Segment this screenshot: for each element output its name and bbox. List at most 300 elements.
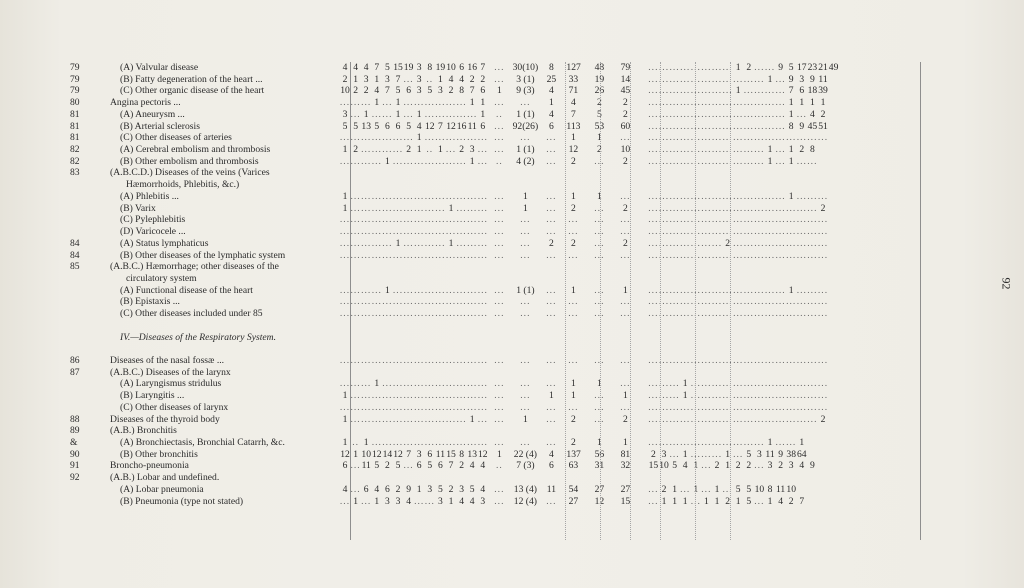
cell-value: ... (658, 108, 670, 120)
cell-value: ... (669, 62, 680, 73)
cell-value: 2 (395, 483, 401, 495)
cell-value: ... (456, 390, 467, 402)
cell-value: ... (456, 190, 467, 202)
cell-value: ... (520, 226, 531, 238)
cell-value: ... (424, 155, 435, 167)
cell-value: 21 (818, 62, 828, 73)
row-label: (A.B.) Lobar and undefined. (110, 472, 220, 484)
cell-value: ... (594, 237, 605, 249)
table-row (70, 121, 970, 133)
cell-value: ... (711, 378, 723, 390)
cell-value: ... (701, 284, 712, 296)
cell-value: ... (690, 108, 701, 120)
cell-value: 1 (596, 190, 602, 202)
cell-value: 2 (622, 155, 628, 167)
cell-value: 6 (799, 85, 805, 97)
cell-value: ... (796, 401, 807, 413)
cell-value: ... (690, 132, 701, 144)
cell-value: 12 (568, 144, 579, 156)
cell-value: ... (786, 390, 797, 402)
cell-value: ... (690, 437, 701, 449)
cell-value: ... (701, 413, 712, 425)
cell-value: ... (711, 73, 723, 85)
cell-value: ... (817, 226, 829, 238)
cell-value: ... (786, 437, 797, 449)
cell-value: ... (754, 120, 765, 132)
cell-value: ... (403, 401, 414, 413)
cell-value: ... (494, 202, 505, 214)
cell-value: ... (445, 249, 457, 261)
row-code: 87 (70, 366, 80, 378)
cell-value: 1 (353, 73, 358, 85)
cell-value: 4 (809, 108, 815, 120)
cell-value: ... (339, 97, 351, 109)
cell-value: 1 (395, 237, 401, 249)
row-label: (B) Arterial sclerosis (120, 120, 200, 132)
cell-value: 1 (448, 202, 454, 214)
cell-value: ... (669, 413, 680, 425)
cell-value: 2 (714, 460, 720, 472)
cell-value: ... (733, 249, 744, 261)
row-label: Diseases of the nasal fossæ ... (110, 355, 225, 366)
cell-value: 3 (437, 495, 443, 507)
cell-value: ... (733, 413, 744, 425)
cell-value: ... (711, 249, 723, 261)
cell-value: ... (733, 144, 744, 156)
table-row (70, 378, 970, 390)
cell-value: ... (424, 190, 435, 202)
cell-value: 1 (725, 460, 730, 472)
column-rule (630, 62, 631, 540)
cell-value: ... (403, 249, 414, 261)
cell-value: 19 (594, 73, 605, 85)
cell-value: ... (711, 202, 723, 214)
cell-value: ... (817, 249, 829, 261)
cell-value: ... (403, 108, 414, 120)
cell-value: ... (546, 355, 557, 366)
cell-value: ... (711, 62, 723, 73)
cell-value: ... (371, 437, 382, 449)
cell-value: ... (361, 401, 372, 413)
cell-value: ... (658, 308, 670, 320)
cell-value: 1 (1) (516, 284, 535, 296)
cell-value: 2 (459, 144, 464, 156)
cell-value: ... (807, 132, 818, 144)
cell-value: ... (339, 249, 351, 261)
cell-value: ... (456, 401, 467, 413)
cell-value: ... (680, 144, 691, 156)
table-row (70, 109, 970, 121)
cell-value: ... (648, 249, 659, 261)
cell-value: ... (722, 296, 733, 308)
cell-value: ... (775, 226, 786, 238)
cell-value: 4 (459, 495, 464, 507)
cell-value: ... (371, 202, 382, 214)
cell-value: ... (754, 308, 765, 320)
table-row (70, 496, 970, 508)
cell-value: ... (424, 237, 435, 249)
row-code: 82 (70, 144, 80, 156)
cell-value: 5 (342, 120, 348, 132)
cell-value: 1 (384, 155, 390, 167)
cell-value: 1 (672, 483, 677, 495)
cell-value: ... (494, 73, 505, 85)
cell-value: ... (775, 308, 786, 320)
cell-value: 4 (778, 495, 783, 507)
cell-value: ... (764, 120, 776, 132)
cell-value: 38 (786, 448, 796, 460)
cell-value: 1 (596, 132, 602, 144)
cell-value: ... (775, 249, 786, 261)
cell-value: ... (494, 413, 505, 425)
cell-value: ... (796, 214, 807, 226)
cell-value: ... (520, 437, 531, 449)
cell-value: ... (701, 226, 712, 238)
cell-value: ... (743, 390, 754, 402)
cell-value: ... (392, 155, 404, 167)
cell-value: ... (817, 401, 829, 413)
cell-value: ... (701, 390, 712, 402)
cell-value: 113 (566, 120, 581, 132)
cell-value: ... (414, 378, 425, 390)
cell-value: ... (775, 214, 786, 226)
cell-value: ... (414, 226, 425, 238)
cell-value: ... (445, 144, 457, 156)
cell-value: ... (701, 73, 712, 85)
cell-value: ... (722, 190, 733, 202)
cell-value: 6 (406, 85, 411, 97)
cell-value: 3 (416, 62, 422, 73)
cell-value: ... (690, 296, 701, 308)
cell-value: 5 (788, 62, 794, 73)
cell-value: ... (620, 378, 631, 390)
cell-value: ... (754, 155, 765, 167)
cell-value: ... (680, 249, 691, 261)
cell-value: 4 (363, 62, 369, 73)
cell-value: ... (722, 85, 733, 97)
cell-value: ... (361, 390, 372, 402)
cell-value: ... (796, 284, 807, 296)
cell-value: ... (690, 284, 701, 296)
cell-value: 1 (682, 378, 688, 390)
cell-value: 39 (818, 85, 828, 97)
cell-value: ... (339, 308, 351, 320)
cell-value: 5 (374, 460, 380, 472)
cell-value: ... (424, 214, 435, 226)
cell-value: ... (669, 390, 680, 402)
cell-value: 1 (820, 97, 826, 109)
cell-value: ... (568, 296, 579, 308)
cell-value: ... (467, 378, 478, 390)
cell-value: ... (424, 97, 435, 109)
cell-value: ... (520, 296, 531, 308)
cell-value: ... (371, 226, 382, 238)
cell-value: 2 (778, 460, 783, 472)
cell-value: ... (743, 284, 754, 296)
cell-value: 2 (788, 495, 794, 507)
cell-value: 12 (425, 120, 435, 132)
cell-value: ... (690, 226, 701, 238)
cell-value: 4 (469, 495, 475, 507)
cell-value: 6 (427, 448, 433, 460)
cell-value: ... (568, 249, 579, 261)
cell-value: ... (403, 437, 414, 449)
cell-value: ... (669, 226, 680, 238)
cell-value: 1 (374, 378, 380, 390)
cell-value: 4 (682, 460, 688, 472)
cell-value: ... (775, 413, 786, 425)
row-label: (A) Status lymphaticus (120, 237, 209, 249)
cell-value: ... (494, 144, 505, 156)
cell-value: ... (817, 308, 829, 320)
cell-value: ... (669, 401, 680, 413)
cell-value: 1 (342, 144, 348, 156)
cell-value: ... (733, 155, 744, 167)
cell-value: 4 (548, 108, 554, 120)
cell-value: 1 (735, 85, 741, 97)
cell-value: 1 (570, 132, 576, 144)
table-row (70, 191, 970, 203)
cell-value: ... (775, 437, 786, 449)
cell-value: ... (414, 97, 425, 109)
cell-value: ... (477, 355, 488, 366)
cell-value: ... (435, 237, 446, 249)
row-label: (A) Cerebral embolism and thrombosis (120, 144, 271, 156)
row-code: 89 (70, 425, 80, 437)
cell-value: ... (594, 226, 605, 238)
cell-value: 11 (765, 448, 775, 460)
cell-value: 2 (406, 144, 411, 156)
cell-value: 11 (818, 73, 828, 85)
cell-value: ... (680, 202, 691, 214)
cell-value: 3 (756, 448, 762, 460)
cell-value: ... (361, 202, 372, 214)
cell-value: ... (435, 202, 446, 214)
cell-value: 2 (459, 460, 464, 472)
cell-value: 3 (480, 495, 486, 507)
cell-value: 1 (522, 202, 528, 214)
cell-value: ... (361, 308, 372, 320)
cell-value: 1 (767, 495, 773, 507)
cell-value: ... (361, 413, 372, 425)
cell-value: ... (620, 296, 631, 308)
cell-value: ... (339, 226, 351, 238)
cell-value: ... (403, 296, 414, 308)
cell-value: 1 (703, 495, 709, 507)
cell-value: ... (339, 495, 351, 507)
table-row (70, 156, 970, 168)
cell-value: ... (350, 483, 361, 495)
cell-value: ... (690, 495, 701, 507)
cell-value: ... (658, 249, 670, 261)
cell-value: ... (680, 190, 691, 202)
cell-value: ... (594, 249, 605, 261)
cell-value: ... (690, 214, 701, 226)
table-row (70, 343, 970, 355)
cell-value: ... (722, 155, 733, 167)
cell-value: ... (743, 85, 754, 97)
cell-value: ... (764, 190, 776, 202)
cell-value: ... (350, 237, 361, 249)
cell-value: ... (594, 401, 605, 413)
cell-value: ... (722, 355, 733, 366)
cell-value: ... (594, 308, 605, 320)
cell-value: ... (494, 296, 505, 308)
cell-value: ... (669, 296, 680, 308)
cell-value: ... (669, 249, 680, 261)
cell-value: ... (382, 401, 393, 413)
row-label: Broncho-pneumonia (110, 460, 189, 472)
cell-value: 11 (546, 483, 557, 495)
cell-value: 4 (406, 495, 411, 507)
cell-value: ... (690, 249, 701, 261)
cell-value: ... (817, 132, 829, 144)
cell-value: ... (361, 190, 372, 202)
cell-value: ... (701, 355, 712, 366)
cell-value: 2 (735, 460, 741, 472)
cell-value: ... (546, 495, 557, 507)
cell-value: ... (722, 73, 733, 85)
cell-value: ... (680, 73, 691, 85)
cell-value: 23 (807, 62, 818, 73)
cell-value: ... (817, 284, 829, 296)
cell-value: ... (733, 73, 744, 85)
cell-value: ... (701, 214, 712, 226)
cell-value: ... (690, 378, 701, 390)
cell-value: ... (690, 97, 701, 109)
cell-value: 3 (384, 73, 390, 85)
cell-value: ... (494, 437, 505, 449)
cell-value: 1 (714, 483, 720, 495)
cell-value: ... (445, 226, 457, 238)
cell-value: ... (445, 190, 457, 202)
cell-value: ... (733, 190, 744, 202)
cell-value: ... (382, 132, 393, 144)
cell-value: 1 (342, 437, 348, 449)
row-code: 82 (70, 155, 80, 167)
cell-value: 4 (416, 120, 422, 132)
cell-value: ... (743, 308, 754, 320)
cell-value: 2 (820, 108, 826, 120)
cell-value: 1 (522, 190, 528, 202)
table-row (70, 132, 970, 144)
cell-value: ... (620, 249, 631, 261)
cell-value: ... (680, 120, 691, 132)
cell-value: 1 (570, 190, 576, 202)
cell-value: ... (796, 202, 807, 214)
cell-value: 6 (395, 120, 401, 132)
cell-value: ... (620, 226, 631, 238)
cell-value: ... (711, 237, 723, 249)
cell-value: ... (680, 85, 691, 97)
cell-value: ... (392, 132, 404, 144)
cell-value: ... (477, 296, 488, 308)
cell-value: ... (669, 284, 680, 296)
cell-value: 3 (427, 483, 433, 495)
cell-value: ... (658, 226, 670, 238)
cell-value: 79 (620, 62, 631, 73)
cell-value: ... (371, 296, 382, 308)
cell-value: 1 (570, 390, 576, 402)
cell-value: ... (722, 108, 733, 120)
cell-value: ... (807, 308, 818, 320)
cell-value: ... (520, 401, 531, 413)
row-code: 81 (70, 120, 80, 132)
cell-value: 4 (2) (516, 155, 535, 167)
table-row (70, 250, 970, 262)
cell-value: 9 (809, 73, 815, 85)
cell-value: ... (435, 413, 446, 425)
cell-value: ... (775, 85, 786, 97)
cell-value: ... (350, 214, 361, 226)
row-label: (B) Epistaxis ... (120, 296, 180, 308)
cell-value: 1 (342, 190, 348, 202)
cell-value: .. (426, 73, 434, 85)
cell-value: ... (382, 97, 393, 109)
row-code: 88 (70, 413, 80, 425)
cell-value: ... (658, 155, 670, 167)
table-row (70, 484, 970, 496)
cell-value: ... (711, 355, 723, 366)
cell-value: ... (754, 249, 765, 261)
cell-value: ... (435, 108, 446, 120)
cell-value: ... (648, 413, 659, 425)
cell-value: 7 (406, 448, 411, 460)
cell-value: 15 (393, 62, 403, 73)
cell-value: ... (568, 355, 579, 366)
cell-value: ... (817, 378, 829, 390)
cell-value: ... (680, 284, 691, 296)
cell-value: 15 (446, 448, 456, 460)
cell-value: ... (435, 308, 446, 320)
cell-value: ... (361, 132, 372, 144)
cell-value: 5 (469, 483, 475, 495)
table-row (70, 285, 970, 297)
cell-value: 8 (548, 62, 554, 73)
cell-value: 19 (403, 62, 414, 73)
cell-value: ... (456, 296, 467, 308)
cell-value: ... (658, 214, 670, 226)
cell-value: ... (796, 296, 807, 308)
cell-value: ... (403, 155, 414, 167)
cell-value: ... (669, 73, 680, 85)
cell-value: 6 (480, 85, 486, 97)
cell-value: ... (594, 355, 605, 366)
cell-value: ... (711, 437, 723, 449)
cell-value: ... (733, 390, 744, 402)
cell-value: 2 (570, 413, 576, 425)
cell-value: ... (754, 437, 765, 449)
cell-value: ... (392, 378, 404, 390)
cell-value: 3 (437, 85, 443, 97)
cell-value: ... (546, 378, 557, 390)
cell-value: 3 (661, 448, 667, 460)
cell-value: ... (743, 120, 754, 132)
cell-value: ... (456, 108, 467, 120)
cell-value: ... (546, 155, 557, 167)
cell-value: ... (743, 97, 754, 109)
cell-value: 1 (788, 144, 794, 156)
cell-value: ... (722, 378, 733, 390)
cell-value: ... (414, 202, 425, 214)
row-code: 81 (70, 108, 80, 120)
cell-value: ... (477, 155, 488, 167)
cell-value: ... (658, 190, 670, 202)
row-label: (C) Pylephlebitis (120, 214, 186, 226)
cell-value: 8 (809, 144, 815, 156)
cell-value: ... (648, 226, 659, 238)
cell-value: ... (382, 108, 393, 120)
